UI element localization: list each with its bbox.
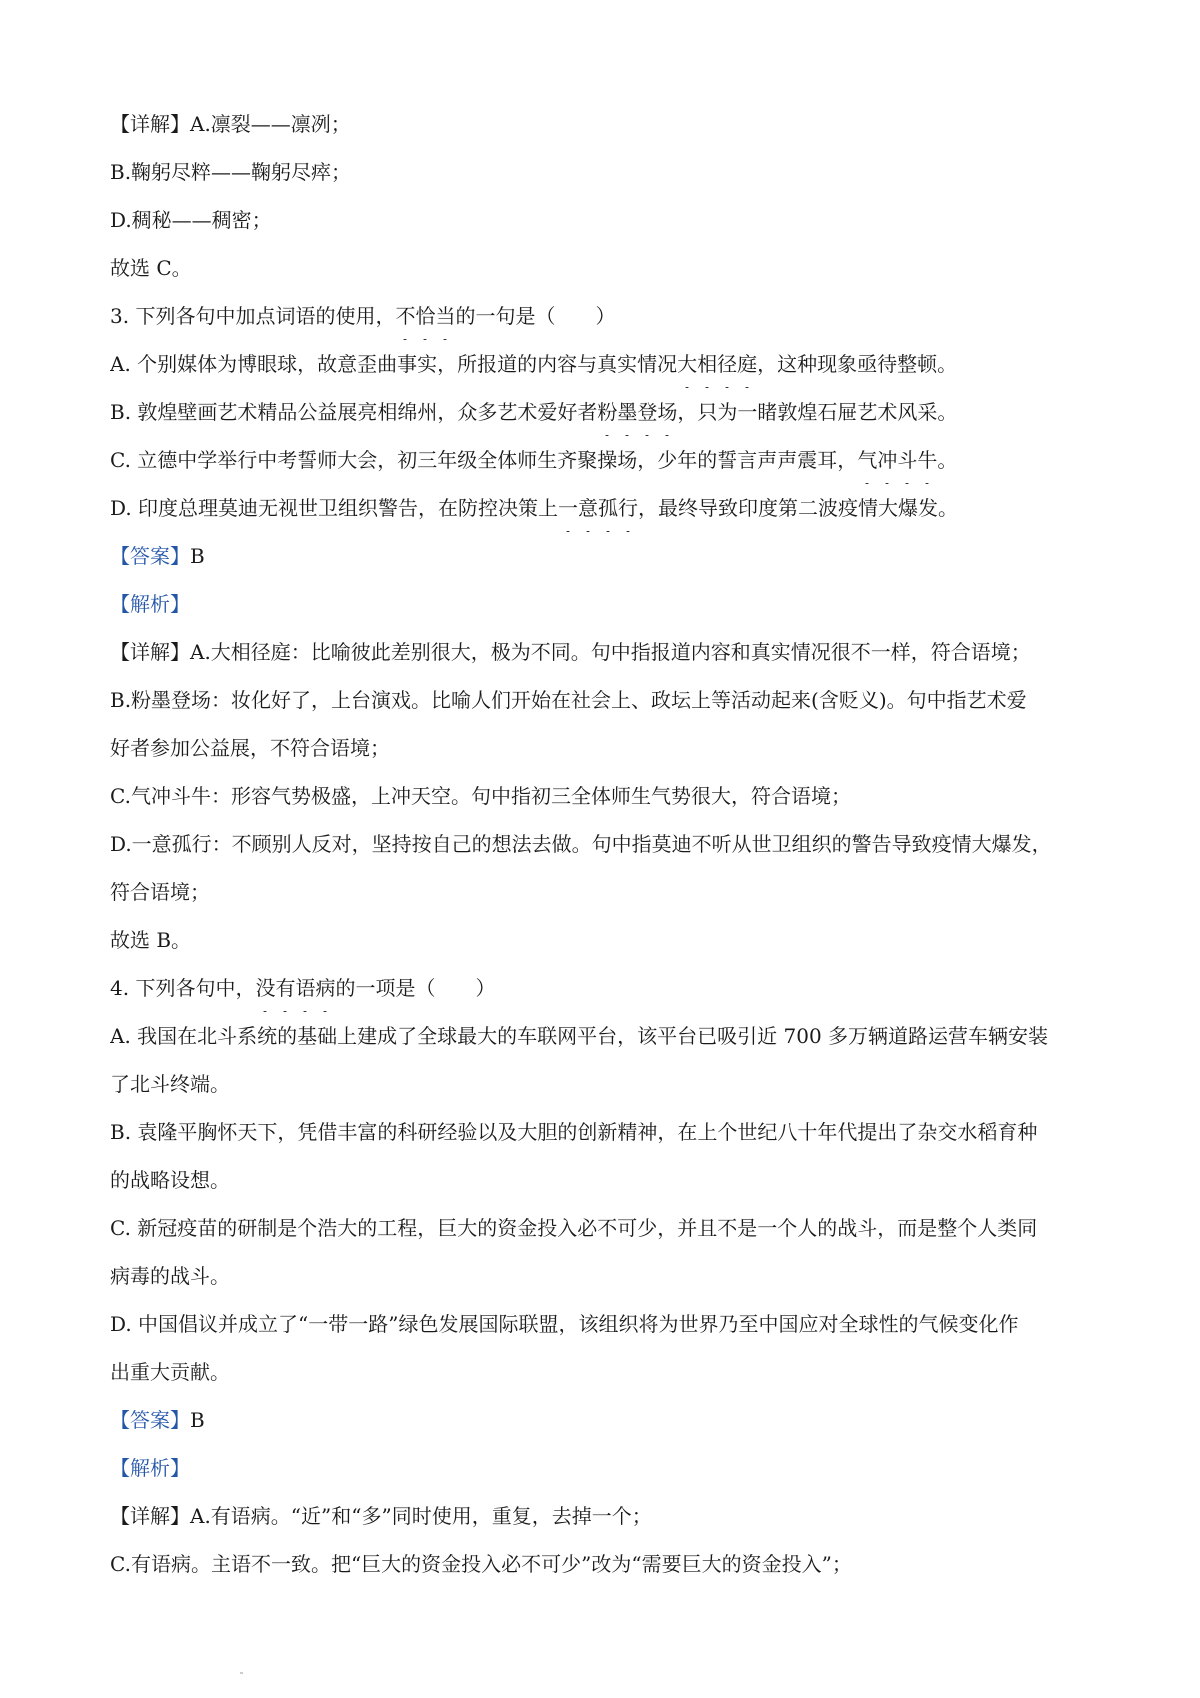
emphasized-char: 相: [697, 340, 717, 388]
answer-tag: 【答案】: [110, 1408, 190, 1432]
q3-explain-d-line2: 符合语境；: [110, 880, 210, 904]
q4-option-b-line1: B. 袁隆平胸怀天下，凭借丰富的科研经验以及大胆的创新精神，在上个世纪八十年代提出了杂交水稻育种: [110, 1120, 1038, 1144]
footer-mark: [240, 1672, 243, 1674]
q3-analysis-tag: 【解析】: [110, 592, 190, 616]
option-text-end: 。: [937, 448, 958, 472]
q3-option-a: [110, 340, 1110, 388]
emphasized-words: [857, 448, 937, 472]
emphasized-words: [558, 496, 638, 520]
emphasized-char: 恰: [415, 292, 435, 340]
emphasized-words: [597, 400, 677, 424]
q3-option-b: [110, 388, 1110, 436]
emphasized-char: 孤: [598, 484, 618, 532]
answer-value: B: [190, 1408, 205, 1432]
option-text-end: ，这种现象亟待整顿。: [757, 352, 958, 376]
emphasized-char: 一: [558, 484, 578, 532]
q3-option-d: [110, 484, 1110, 532]
q4-option-c-line2: 病毒的战斗。: [110, 1264, 230, 1288]
emphasized-char: 不: [395, 292, 415, 340]
emphasized-char: 大: [677, 340, 697, 388]
q4-option-d-line2: 出重大贡献。: [110, 1360, 230, 1384]
q3-answer: [110, 532, 1110, 580]
emphasized-char: 意: [578, 484, 598, 532]
emphasized-char: 墨: [617, 388, 637, 436]
q2-detail-b: B.鞠躬尽粹——鞠躬尽瘁；: [110, 160, 352, 184]
q4-option-a-line1: A. 我国在北斗系统的基础上建成了全球最大的车联网平台，该平台已吸引近 700 多万辆道路运营车辆安装: [110, 1024, 1049, 1048]
detail-tag: 【详解】: [110, 112, 190, 136]
q4-option-c-line1: C. 新冠疫苗的研制是个浩大的工程，巨大的资金投入必不可少，并且不是一个人的战斗，而是整个人类同: [110, 1216, 1038, 1240]
q4-stem: [110, 964, 1110, 1012]
q3-explain-a: [110, 628, 1110, 676]
option-text-end: ，最终导致印度第二波疫情大爆发。: [638, 496, 959, 520]
option-text: B. 敦煌壁画艺术精品公益展亮相绵州，众多艺术爱好者: [110, 400, 598, 424]
emphasized-words: [395, 304, 455, 328]
detail-text: A.凛裂——凛冽；: [190, 112, 351, 136]
q4-explain-c: C.有语病。主语不一致。把“巨大的资金投入必不可少”改为“需要巨大的资金投入”；: [110, 1552, 852, 1576]
detail-text: A.大相径庭：比喻彼此差别很大，极为不同。句中指报道内容和真实情况很不一样，符合语境；: [190, 640, 1031, 664]
answer-tag: 【答案】: [110, 544, 190, 568]
q3-option-c: [110, 436, 1110, 484]
q4-analysis-tag: 【解析】: [110, 1456, 190, 1480]
option-text: A. 个别媒体为博眼球，故意歪曲事实，所报道的内容与真实情况: [110, 352, 678, 376]
emphasized-char: 有: [275, 964, 295, 1012]
emphasized-char: 病: [315, 964, 335, 1012]
emphasized-words: [255, 976, 335, 1000]
emphasized-char: 当: [435, 292, 455, 340]
stem-text-end: 的一项是（ ）: [335, 976, 496, 1000]
q3-explain-b-line1: B.粉墨登场：妆化好了，上台演戏。比喻人们开始在社会上、政坛上等活动起来(含贬义)。句中指艺术爱: [110, 688, 1027, 712]
q4-explain-a: [110, 1492, 1110, 1540]
emphasized-char: 粉: [597, 388, 617, 436]
emphasized-char: 语: [295, 964, 315, 1012]
stem-text-end: 的一句是（ ）: [455, 304, 616, 328]
stem-text: 3. 下列各句中加点词语的使用，: [110, 304, 396, 328]
option-text-end: ，只为一睹敦煌石屉艺术风采。: [677, 400, 958, 424]
answer-value: B: [190, 544, 205, 568]
emphasized-char: 冲: [877, 436, 897, 484]
q3-explain-b-line2: 好者参加公益展，不符合语境；: [110, 736, 390, 760]
q3-stem: [110, 292, 1110, 340]
emphasized-char: 登: [637, 388, 657, 436]
emphasized-char: 径: [717, 340, 737, 388]
option-text: D. 印度总理莫迪无视世卫组织警告，在防控决策上: [110, 496, 559, 520]
emphasized-char: 行: [618, 484, 638, 532]
emphasized-char: 没: [255, 964, 275, 1012]
q4-option-a-line2: 了北斗终端。: [110, 1072, 230, 1096]
q2-choice: 故选 C。: [110, 256, 192, 280]
emphasized-char: 牛: [917, 436, 937, 484]
emphasized-char: 庭: [737, 340, 757, 388]
q4-option-b-line2: 的战略设想。: [110, 1168, 230, 1192]
q3-explain-c: C.气冲斗牛：形容气势极盛，上冲天空。句中指初三全体师生气势很大，符合语境；: [110, 784, 851, 808]
q2-detail-a: [110, 100, 1110, 148]
detail-tag: 【详解】: [110, 640, 190, 664]
emphasized-words: [677, 352, 757, 376]
detail-tag: 【详解】: [110, 1504, 190, 1528]
option-text: C. 立德中学举行中考誓师大会，初三年级全体师生齐聚操场，少年的誓言声声震耳，: [110, 448, 858, 472]
q2-detail-d: D.稠秘——稠密；: [110, 208, 272, 232]
q3-explain-d-line1: D.一意孤行：不顾别人反对，坚持按自己的想法去做。句中指莫迪不听从世卫组织的警告导致疫情大爆发，: [110, 832, 1052, 856]
emphasized-char: 斗: [897, 436, 917, 484]
detail-text: A.有语病。“近”和“多”同时使用，重复，去掉一个；: [190, 1504, 652, 1528]
q4-answer: [110, 1396, 1110, 1444]
q3-choice: 故选 B。: [110, 928, 192, 952]
emphasized-char: 场: [657, 388, 677, 436]
emphasized-char: 气: [857, 436, 877, 484]
stem-text: 4. 下列各句中，: [110, 976, 256, 1000]
q4-option-d-line1: D. 中国倡议并成立了“一带一路”绿色发展国际联盟，该组织将为世界乃至中国应对全球性的气候变化作: [110, 1312, 1019, 1336]
document-content: [110, 100, 1110, 1588]
